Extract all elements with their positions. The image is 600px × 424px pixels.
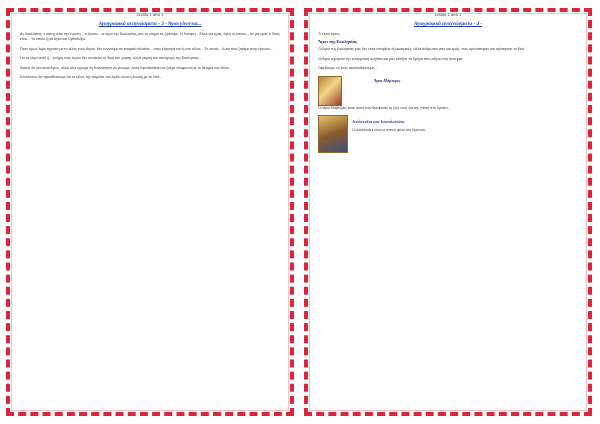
paragraph: Οφείλουμε να τους ακολουθήσουμε... [318, 66, 378, 70]
page-title: Αγιογραφικά αναγνώσματα - 3 - Άγιοι γίνονται... [98, 21, 202, 27]
page-content [20, 19, 280, 406]
paragraph: Οι Άγιοι τήρησαν την ευαγγελική αλήθεια και μας έδειξαν το δρόμο που οδηγεί στη σωτηρία. [318, 56, 464, 61]
paragraph: Οι άγιοι Μάρτυρες είναι αυτοί που θυσίασαν τη ζωή τους για την πίστη στο Χριστό... [318, 105, 451, 110]
section-heading: Άγιοι της Εκκλησίας [318, 39, 357, 44]
right-page [304, 8, 592, 416]
icon-row [318, 76, 578, 106]
saint-icon-image [318, 76, 342, 106]
paragraph: Οι Απόστολοι είναι οι στενοί φίλοι του Χριστού... [352, 128, 428, 132]
page-title: Αγιογραφικά αναγνώσματα - 4 - [413, 21, 483, 27]
page-number: Σελίδα 1 από 1 [136, 12, 164, 17]
paragraph: Αν διασώσεις, ν κατηγ από την ένωση... τι έγιναν... οι άγιοι της Εκκλησίας μας το νόημα ας ζήσουμε. Η δύναμη... Είναι για εμάς, άγιοι οι οποίοι... Αν για εμάς ο Θεός είναι... Το οποίο ζητά Αγίοι και Ορθόδοξοι. [20, 32, 280, 41]
image-caption: Άγιοι Μάρτυρες [374, 77, 401, 83]
apostles-icon-image [318, 115, 348, 153]
page-content [318, 19, 578, 406]
greeting: Τι είναι άγιος; [318, 32, 341, 36]
left-page [6, 8, 294, 416]
paragraph: Κανείς δε γεννιέται Άγιος, αλλά όλοι έχουμε τη δυνατότητα να γίνουμε. Αυτό προϋποθέτει να ζούμε σύμφωνα με το θέλημα του Θεού... [20, 65, 232, 70]
paragraph: Οι Άγιοι της Εκκλησίας μας δεν είναι υπάρξεις εξωκοσμικές, αλλά άνθρωποι σαν και εμάς, που αγωνίστηκαν και αγάπησαν το Θεό. [318, 47, 526, 51]
section-heading: Απόστολοι και Ισαπόστολοι [352, 119, 405, 124]
paragraph: Όταν όμως λέμε σχετικά με το τέλος ενός Αγίου, δεν εννοούμε σε κοσμικό πλαίσιο... στην εξαγορά του ή στο τέλος... Το οποίο... Αυτό που ζητάμε στην έρευνα... [20, 46, 273, 51]
paragraph: Για το λόγο αυτό ή... μνήμη ενός Αγίου δεν αποτελεί τη δική του γιορτή, αλλά γιορτή και πανήγυρη της Εκκλησίας... [20, 56, 202, 60]
icon-row [318, 115, 578, 153]
page-number: Σελίδα 1 από 1 [434, 12, 462, 17]
paragraph: Κλείνοντας θα προσθέσουμε ότι το τέλος της πορείας του Αγίου είναι η ένωση με το Θεό... [20, 75, 163, 79]
